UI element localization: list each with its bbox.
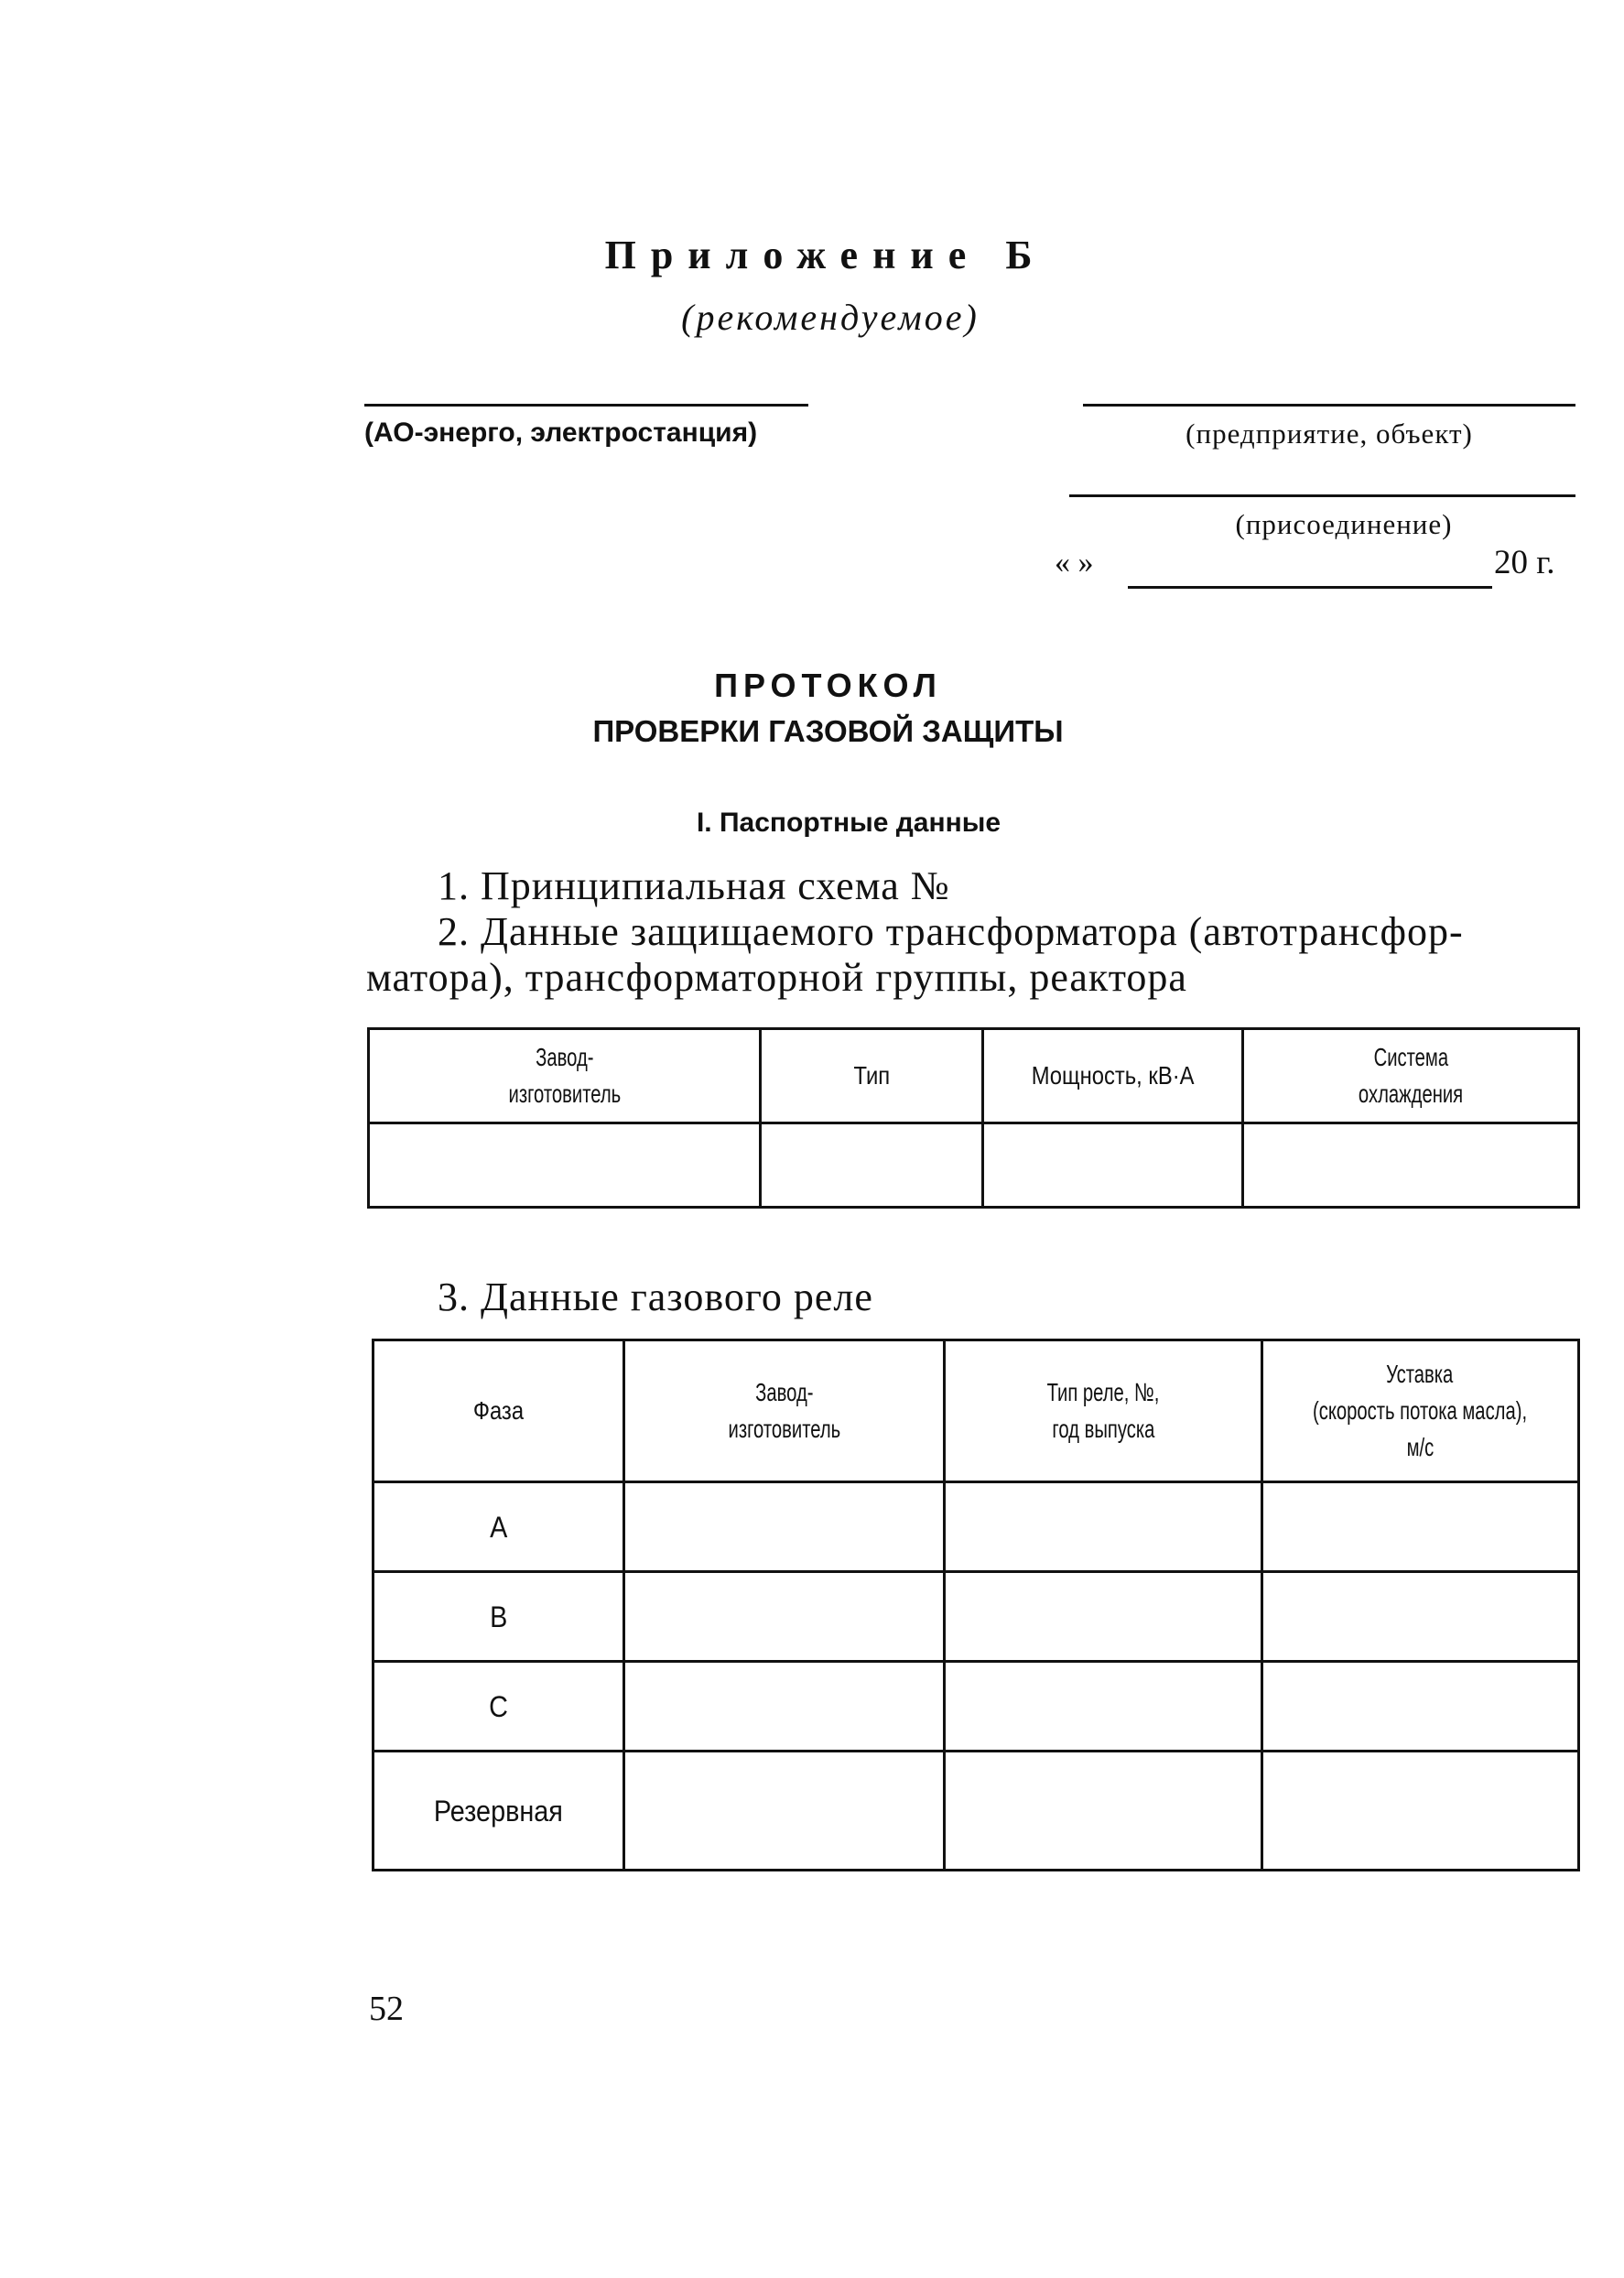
header-cooling-system: Система охлаждения: [1243, 1029, 1579, 1123]
protocol-subtitle: ПРОВЕРКИ ГАЗОВОЙ ЗАЩИТЫ: [592, 714, 1064, 748]
header-type: Тип: [761, 1029, 983, 1123]
phase-label: B: [374, 1572, 624, 1662]
cell-power[interactable]: [983, 1123, 1243, 1208]
cell-manufacturer[interactable]: [624, 1482, 945, 1572]
page-number: 52: [369, 1990, 404, 2028]
cell-manufacturer[interactable]: [624, 1752, 945, 1871]
cell-relay-type[interactable]: [945, 1482, 1262, 1572]
cell-manufacturer[interactable]: [624, 1572, 945, 1662]
cell-relay-type[interactable]: [945, 1662, 1262, 1752]
date-underline: [1128, 586, 1492, 589]
date-year: 20 г.: [1494, 544, 1555, 581]
org-underline: [364, 404, 808, 407]
cell-relay-type[interactable]: [945, 1752, 1262, 1871]
phase-label: A: [374, 1482, 624, 1572]
cell-setting[interactable]: [1262, 1482, 1579, 1572]
connection-underline: [1069, 494, 1575, 497]
enterprise-caption: (предприятие, объект): [1186, 418, 1473, 450]
item-2-line-2: матора), трансформаторной группы, реактора: [366, 955, 1187, 1000]
table-row: [374, 1572, 1579, 1662]
cell-relay-type[interactable]: [945, 1572, 1262, 1662]
cell-type[interactable]: [761, 1123, 983, 1208]
header-setting: Уставка (скорость потока масла), м/с: [1262, 1340, 1579, 1482]
date-quotes: « »: [1055, 546, 1094, 580]
item-3: 3. Данные газового реле: [438, 1275, 873, 1319]
connection-caption: (присоединение): [1235, 508, 1453, 540]
cell-cooling-system[interactable]: [1243, 1123, 1579, 1208]
cell-manufacturer[interactable]: [624, 1662, 945, 1752]
appendix-subtitle: (рекомендуемое): [681, 297, 980, 338]
table-row: [374, 1662, 1579, 1752]
table-row: [369, 1123, 1579, 1208]
header-manufacturer: Завод- изготовитель: [624, 1340, 945, 1482]
item-1: 1. Принципиальная схема №: [438, 863, 950, 908]
item-2-line-1: 2. Данные защищаемого трансформатора (автотрансфор-: [438, 909, 1464, 954]
header-manufacturer: Завод- изготовитель: [369, 1029, 761, 1123]
cell-setting[interactable]: [1262, 1752, 1579, 1871]
header-phase: Фаза: [374, 1340, 624, 1482]
table-row: [374, 1752, 1579, 1871]
header-power: Мощность, кВ·А: [983, 1029, 1243, 1123]
header-relay-type: Тип реле, №, год выпуска: [945, 1340, 1262, 1482]
cell-setting[interactable]: [1262, 1572, 1579, 1662]
phase-label: C: [374, 1662, 624, 1752]
cell-setting[interactable]: [1262, 1662, 1579, 1752]
phase-label: Резервная: [374, 1752, 624, 1871]
org-caption: (АО-энерго, электростанция): [364, 418, 758, 448]
enterprise-underline: [1083, 404, 1575, 407]
appendix-title: Приложение Б: [604, 233, 1047, 277]
relay-table: [372, 1339, 1580, 1871]
protocol-title: ПРОТОКОЛ: [714, 667, 942, 704]
transformer-table: [367, 1027, 1580, 1209]
section-heading: I. Паспортные данные: [696, 808, 1001, 838]
cell-manufacturer[interactable]: [369, 1123, 761, 1208]
table-row: [374, 1482, 1579, 1572]
